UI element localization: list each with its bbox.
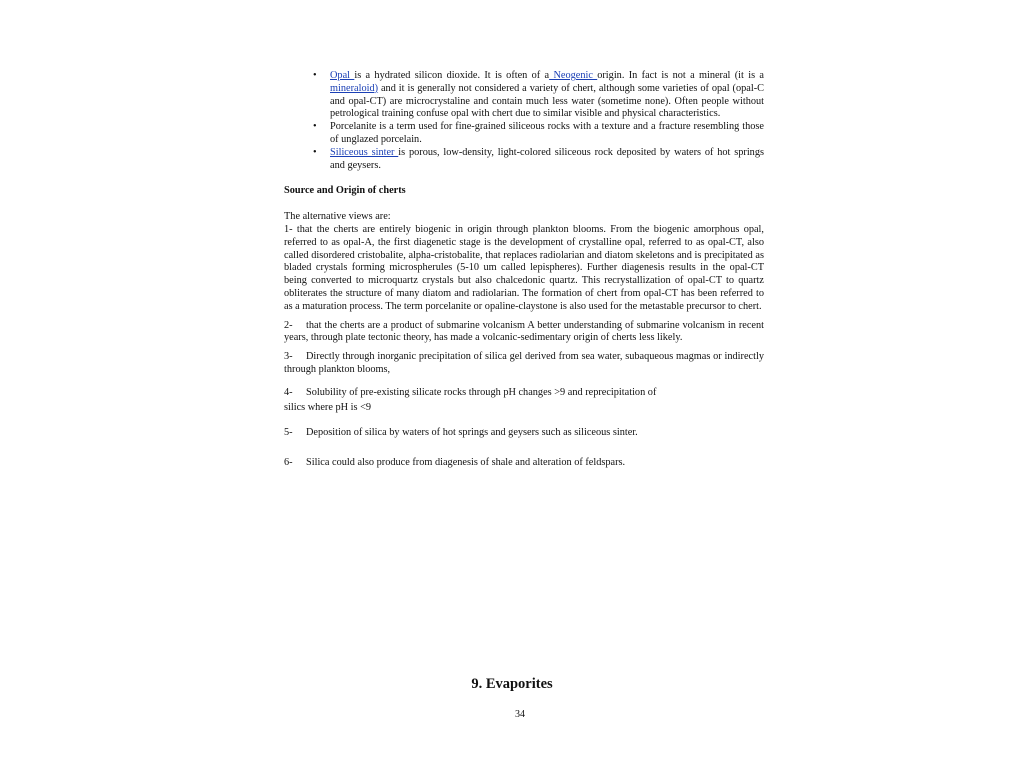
item-text: Deposition of silica by waters of hot springs and geysers such as siliceous sinter. (306, 427, 638, 439)
origin-item-4 (284, 387, 764, 415)
item-text: that the cherts are a product of submarine volcanism A better understanding of submarine volcanism in recent years, through plate tectonic theory, has made a volcanic-sedimentary origin of cherts less likely. (284, 319, 764, 344)
intro-text: The alternative views are: (284, 211, 391, 223)
bullet-siliceous-sinter (313, 147, 764, 173)
origin-item-5 (284, 427, 764, 440)
origin-item-1: 1- that the cherts are entirely biogenic in origin through plankton blooms. From the biogenic amorphous opal, referred to as opal-A, the first diagenetic stage is the development of crystalline opal, referred to as opal-CT, also called disordered cristobalite, alpha-cristobalite, that replaces radiolarian and diatom skeletons and is precipitated as bladed crystals forming microspherules (5-10 um called lepispheres). Further diagenesis results in the opal-CT being converted to microquartz crystals but also chalcedonic quartz. This recrystallization of opal-CT to quartz obliterates the structure of many diatom and radiolarian. The formation of chert from opal-CT has been referred to as a maturation process. The term porcelanite or opaline-claystone is also used for the metastable precursor to chert. (284, 223, 764, 312)
opal-text-2: origin. In fact is not a mineral (it is a (597, 70, 764, 81)
item-line-2: silics where pH is <9 (284, 401, 372, 413)
section-heading: Source and Origin of cherts (284, 185, 406, 197)
next-section-title: 9. Evaporites (471, 676, 553, 692)
item-number: 4- (284, 386, 293, 398)
opal-text-1: is a hydrated silicon dioxide. It is often of a (354, 70, 550, 81)
mineraloid-link[interactable]: mineraloid) (330, 82, 379, 94)
bullet-dot: • (313, 146, 317, 158)
item-number: 5- (284, 427, 293, 439)
origin-item-2 (284, 320, 764, 346)
item-number: 3- (284, 351, 293, 363)
bullet-dot: • (313, 70, 317, 81)
item-number: 2- (284, 319, 293, 331)
bullet-dot: • (313, 121, 317, 133)
siliceous-sinter-text: is porous, low-density, light-colored siliceous rock deposited by waters of hot springs and geysers. (330, 146, 764, 171)
document-body (284, 70, 764, 470)
opal-text-3: and it is generally not considered a variety of chert, although some varieties of opal (opal-C and opal-CT) are microcrystaline and contain much less water (sometime none). Often people without petrological training confuse opal with chert due to similar visible and physical characteristics. (330, 82, 764, 120)
origin-item-3 (284, 351, 764, 377)
origin-item-6 (284, 457, 764, 470)
bullet-porcelanite (313, 121, 764, 147)
item-text: Directly through inorganic precipitation of silica gel derived from sea water, subaqueous magmas or indirectly through plankton blooms, (284, 351, 764, 375)
neogenic-link[interactable]: Neogenic (549, 70, 598, 81)
opal-link[interactable]: Opal (330, 70, 355, 81)
porcelanite-text: Porcelanite is a term used for fine-grained siliceous rocks with a texture and a fracture resembling those of unglazed porcelain. (330, 121, 764, 145)
item-text: Solubility of pre-existing silicate rocks through pH changes >9 and reprecipitation of (306, 386, 657, 398)
item-number: 6- (284, 457, 293, 469)
item-line-1 (284, 387, 764, 400)
page-number: 34 (515, 709, 525, 720)
item-text: Silica could also produce from diagenesis of shale and alteration of feldspars. (306, 457, 626, 469)
bullet-opal (313, 70, 764, 121)
bullet-list (313, 70, 764, 172)
siliceous-sinter-link[interactable]: Siliceous sinter (330, 146, 399, 158)
